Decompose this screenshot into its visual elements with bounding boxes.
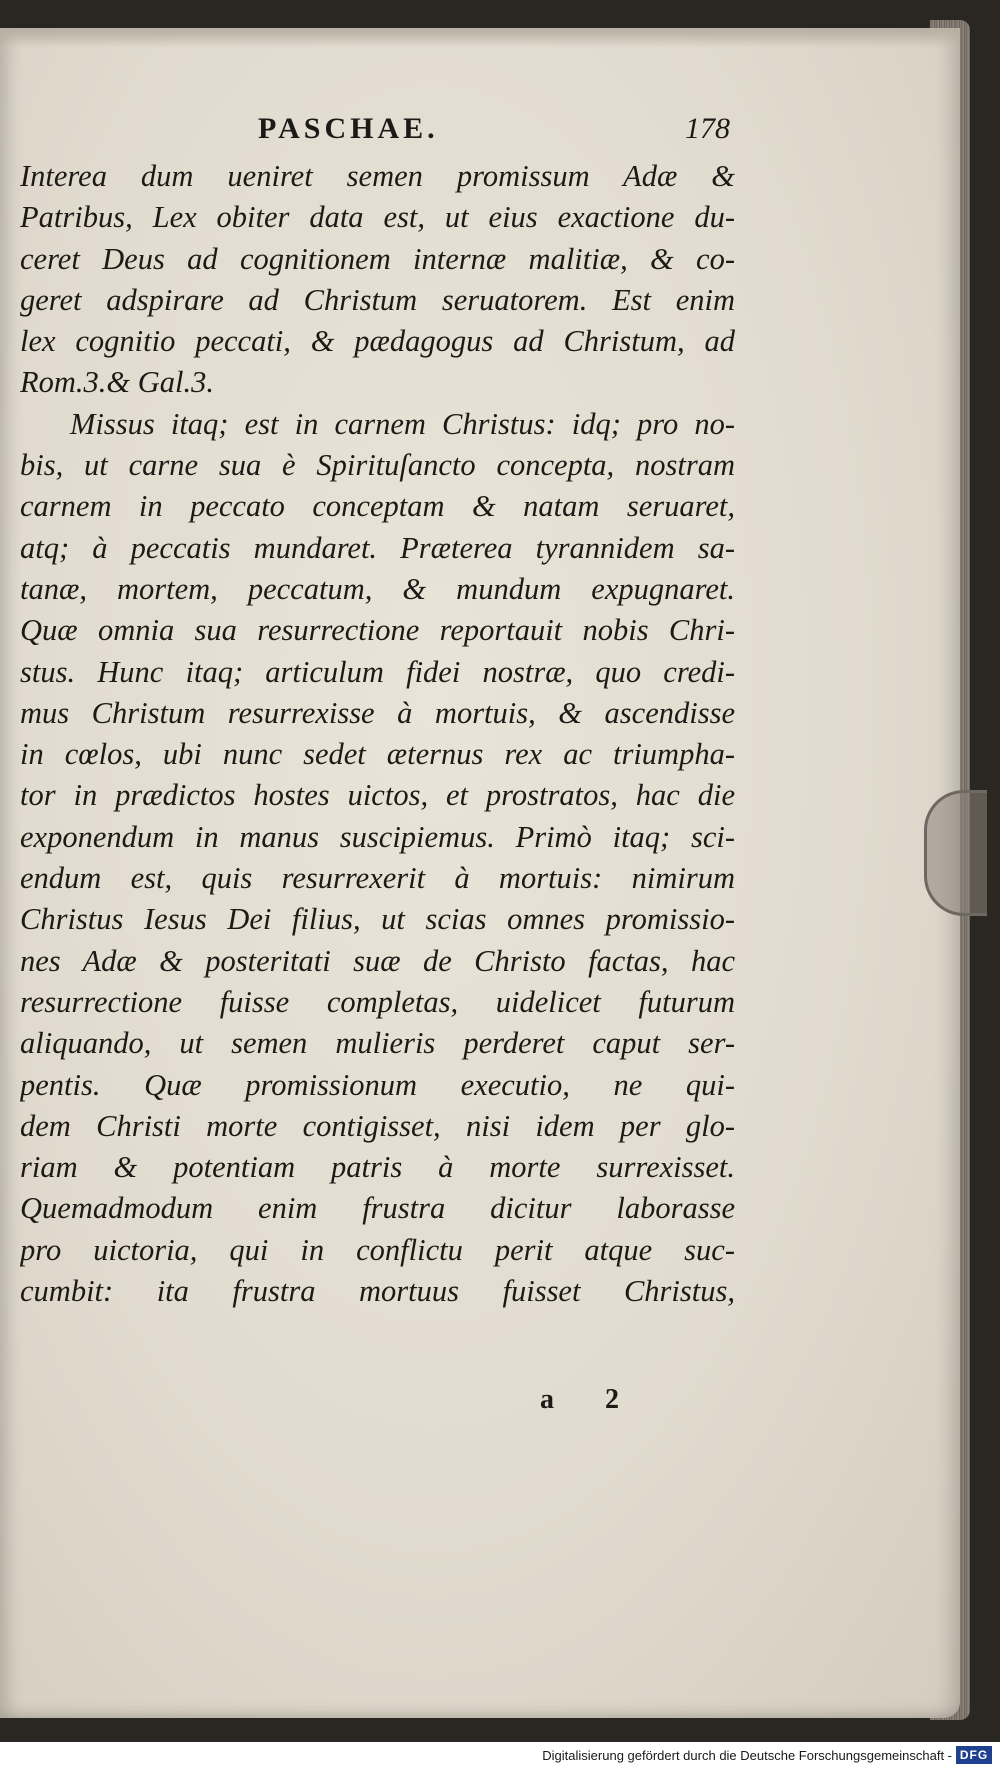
text-line: pentis. Quæ promissionum executio, ne qui-: [20, 1067, 735, 1102]
funding-credit: Digitalisierung gefördert durch die Deutsche Forschungsgemeinschaft -: [542, 1748, 952, 1763]
text-line: ceret Deus ad cognitionem internæ malitiæ, & co-: [20, 241, 735, 276]
text-line: endum est, quis resurrexerit à mortuis: nimirum: [20, 861, 735, 896]
text-line: aliquando, ut semen mulieris perderet caput ser-: [20, 1026, 735, 1061]
page-header: [20, 112, 730, 152]
body-text: [20, 156, 735, 1312]
text-line: in cœlos, ubi nunc sedet æternus rex ac triumpha-: [20, 737, 735, 772]
text-line: exponendum in manus suscipiemus. Primò itaq; sci-: [20, 819, 735, 854]
text-line: Christus Iesus Dei filius, ut scias omnes promissio-: [20, 902, 735, 937]
text-line: riam & potentiam patris à morte surrexisset.: [20, 1150, 735, 1185]
text-line: pro uictoria, qui in conflictu perit atque suc-: [20, 1232, 735, 1267]
text-line: dem Christi morte contigisset, nisi idem per glo-: [20, 1108, 735, 1143]
text-line: carnem in peccato conceptam & natam seruaret,: [20, 489, 735, 524]
text-line: nes Adæ & posteritati suæ de Christo factas, hac: [20, 943, 735, 978]
text-line: lex cognitio peccati, & pædagogus ad Christum, ad: [20, 324, 735, 359]
text-line: atq; à peccatis mundaret. Præterea tyrannidem sa-: [20, 530, 735, 565]
signature-mark: a 2: [540, 1384, 641, 1415]
text-line: geret adspirare ad Christum seruatorem. Est enim: [20, 282, 735, 317]
text-line: Interea dum ueniret semen promissum Adæ &: [20, 159, 735, 193]
page-number: 178: [685, 112, 730, 145]
text-line: stus. Hunc itaq; articulum fidei nostræ, quo credi-: [20, 654, 735, 689]
running-title: PASCHAE.: [258, 112, 439, 145]
text-line: mus Christum resurrexisse à mortuis, & ascendisse: [20, 695, 735, 730]
text-line: Quæ omnia sua resurrectione reportauit nobis Chri-: [20, 613, 735, 648]
text-line: tor in prædictos hostes uictos, et prostratos, hac die: [20, 778, 735, 813]
text-line: cumbit: ita frustra mortuus fuisset Christus,: [20, 1274, 735, 1309]
text-line: tanæ, mortem, peccatum, & mundum expugnaret.: [20, 571, 735, 606]
footer-bar: [0, 1742, 1000, 1770]
dfg-logo: DFG: [956, 1746, 992, 1764]
text-line: resurrectione fuisse completas, uidelicet futurum: [20, 984, 735, 1019]
text-line: Patribus, Lex obiter data est, ut eius exactione du-: [20, 200, 735, 235]
text-line: Rom.3.& Gal.3.: [20, 365, 215, 400]
text-line: Missus itaq; est in carnem Christus: idq; pro no-: [70, 406, 735, 441]
page-clip: [924, 790, 987, 916]
text-line: Quemadmodum enim frustra dicitur laborasse: [20, 1191, 735, 1226]
text-line: bis, ut carne sua è Spirituſancto concepta, nostram: [20, 448, 735, 483]
